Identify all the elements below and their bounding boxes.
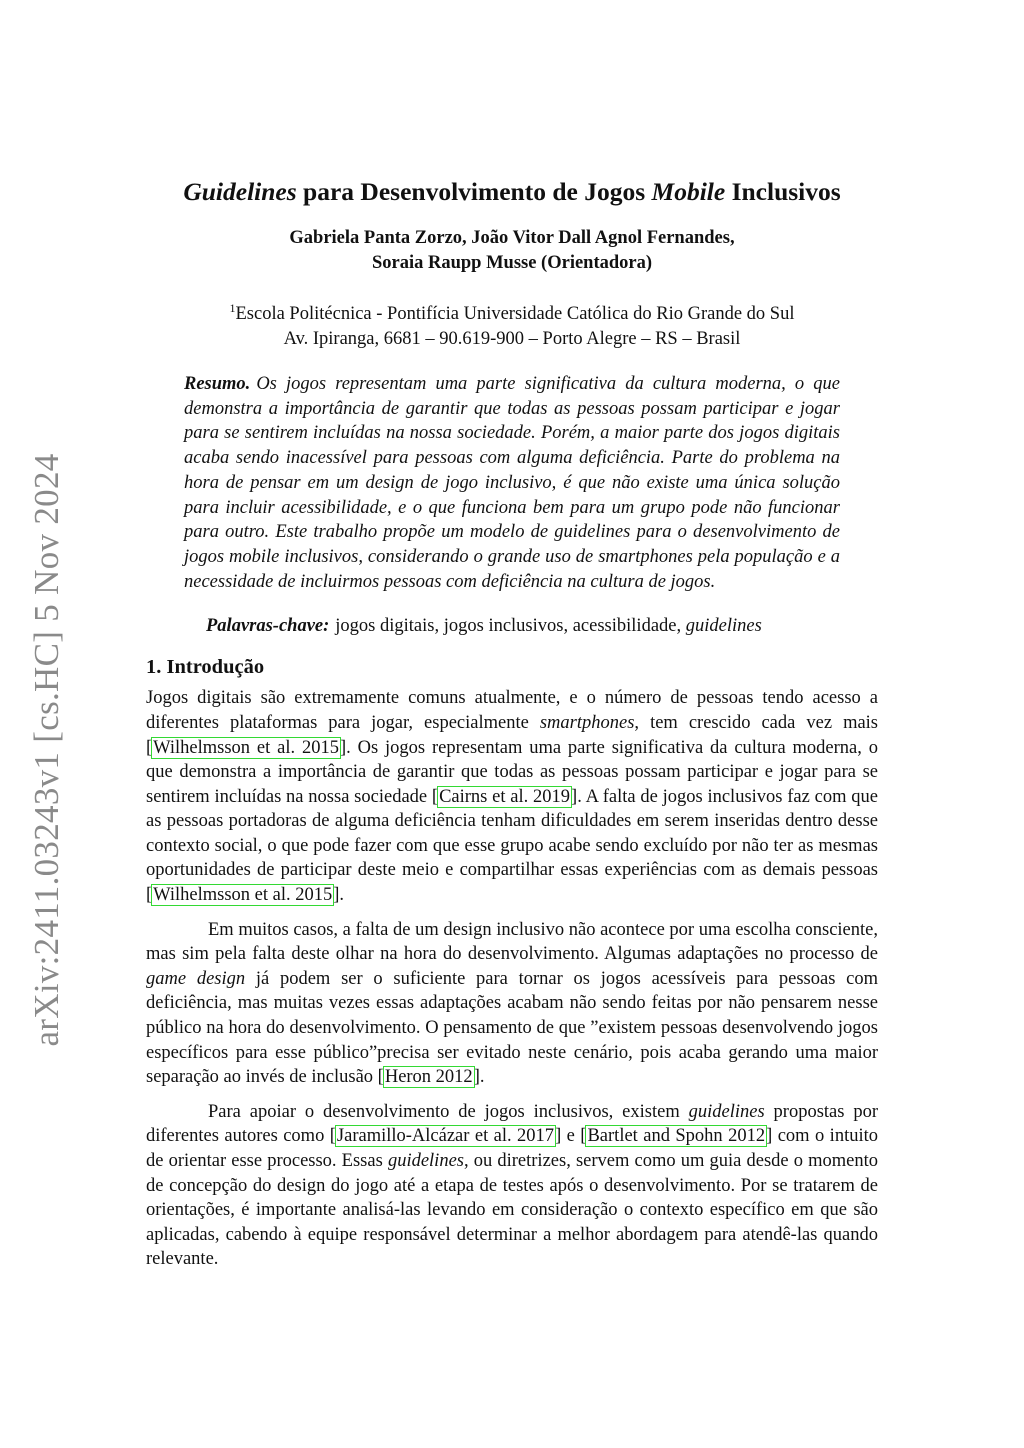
citation-link[interactable]: Heron 2012 (384, 1067, 473, 1088)
citation-link[interactable]: Jaramillo-Alcázar et al. 2017 (336, 1126, 555, 1147)
intro-paragraph-3 (146, 1100, 878, 1272)
citation-link[interactable]: Cairns et al. 2019 (439, 786, 571, 807)
citation-link[interactable]: Wilhelmsson et al. 2015 (153, 737, 339, 758)
p3-emph-guidelines-2: guidelines (387, 1151, 464, 1172)
p2-text-c: já podem ser o suficiente para tornar os jogos acessíveis para pessoas com deficiência, mas muitas vezes essas adaptações acabam não sendo feitas por não pensarem nesse público na hora do desenvolvimento. O pensamento de que ”existem pessoas desenvolvendo jogos específicos para esse público”precisa ser evitado neste cenário, pois acaba gerando uma maior separação ao invés de inclusão [ (146, 968, 878, 1088)
authors-line-2: Soraia Raupp Musse (Orientadora) (371, 253, 653, 273)
keywords-text: jogos digitais, jogos inclusivos, acessibilidade, (335, 616, 686, 637)
p1-text-e: ]. A falta de jogos inclusivos faz com que as pessoas portadoras de alguma deficiência tenham dificuldades em serem inseridas dentro desse contexto social, o que pode fazer com que esse grupo acabe sendo excluído por não ter as mesmas oportunidades de participar deste meio e compartilhar essas experiências com as demais pessoas [ (146, 786, 878, 906)
p2-text-a: Em muitos casos, a falta de um design inclusivo não acontece por uma escolha consciente, mas sim pela falta deste olhar na hora do desenvolvimento. Algumas adaptações no processo de (146, 919, 878, 965)
keywords (206, 614, 878, 639)
p1-text-c: , tem crescido cada vez mais [ (146, 712, 879, 758)
affiliation-line-2: Av. Ipiranga, 6681 – 90.619-900 – Porto Alegre – RS – Brasil (283, 329, 741, 349)
p3-emph-guidelines: guidelines (688, 1101, 765, 1122)
p1-emph-smartphones: smartphones (539, 712, 635, 733)
keywords-label: Palavras-chave: (206, 616, 330, 637)
authors-line-1: Gabriela Panta Zorzo, João Vitor Dall Agnol Fernandes, (289, 228, 735, 248)
title-part-guidelines: Guidelines (183, 177, 297, 206)
p3-text-g: , ou diretrizes, servem como um guia desde o momento de concepção do design do jogo até a etapa de testes após o desenvolvimento. Por se tratarem de orientações, é importante analisá-las levando em consideração o contexto específico em que são aplicadas, cabendo à equipe responsável determinar a melhor abordagem para atendê-las quando relevante. (146, 1151, 879, 1270)
section-heading-introduction: 1. Introdução (146, 656, 265, 679)
abstract-text: Os jogos representam uma parte significativa da cultura moderna, o que demonstra a importância de garantir que todas as pessoas possam participar e jogar para se sentirem incluídas na nossa sociedade. Porém, a maior parte dos jogos digitais acaba sendo inacessível para pessoas com alguma deficiência. Parte do problema na hora de pensar em um design de jogo inclusivo, é que não existe uma única solução para incluir acessibilidade, e o que funciona bem para um grupo pode não funcionar para outro. Este trabalho propõe um modelo de guidelines para o desenvolvimento de jogos mobile inclusivos, considerando o grande uso de smartphones pela população e a necessidade de incluirmos pessoas com deficiência na cultura de jogos. (184, 374, 840, 592)
title-part-middle: para Desenvolvimento de Jogos (296, 177, 652, 206)
intro-paragraph-1 (146, 686, 878, 907)
p3-text-c: propostas por diferentes autores como [ (146, 1101, 879, 1147)
affiliation (146, 296, 878, 352)
affiliation-line-1 (146, 296, 878, 327)
citation-link[interactable]: Bartlet and Spohn 2012 (587, 1126, 766, 1147)
abstract-label: Resumo. (184, 374, 251, 394)
paper-page (146, 172, 878, 1272)
keywords-last: guidelines (685, 616, 762, 637)
citation-link[interactable]: Wilhelmsson et al. 2015 (153, 885, 333, 906)
author-list (146, 226, 878, 276)
p1-text-f: ]. (333, 885, 345, 906)
arxiv-identifier-stamp: arXiv:2411.03243v1 [cs.HC] 5 Nov 2024 (27, 453, 66, 1047)
p3-text-e: ] com o intuito de orientar esse processo. Essas (146, 1126, 878, 1172)
affiliation-marker: 1 (229, 301, 236, 315)
p1-text-d: ]. Os jogos representam uma parte significativa da cultura moderna, o que demonstra a importância de garantir que todas as pessoas possam participar e jogar para se sentirem incluídas na nossa sociedade [ (146, 737, 878, 807)
intro-paragraph-2 (146, 918, 878, 1090)
p3-text-d: ] e [ (555, 1126, 587, 1147)
affiliation-institution: Escola Politécnica - Pontifícia Universidade Católica do Rio Grande do Sul (235, 304, 795, 324)
p2-text-d: ]. (473, 1067, 485, 1088)
p3-text-a: Para apoiar o desenvolvimento de jogos inclusivos, existem (208, 1101, 689, 1122)
title-part-end: Inclusivos (725, 177, 841, 206)
paper-title (146, 172, 878, 212)
p2-emph-game-design: game design (146, 968, 246, 989)
abstract (184, 372, 840, 594)
title-part-mobile: Mobile (651, 177, 726, 206)
p1-text-a: Jogos digitais são extremamente comuns atualmente, e o número de pessoas tendo acesso a diferentes plataformas para jogar, especialmente (146, 688, 878, 733)
